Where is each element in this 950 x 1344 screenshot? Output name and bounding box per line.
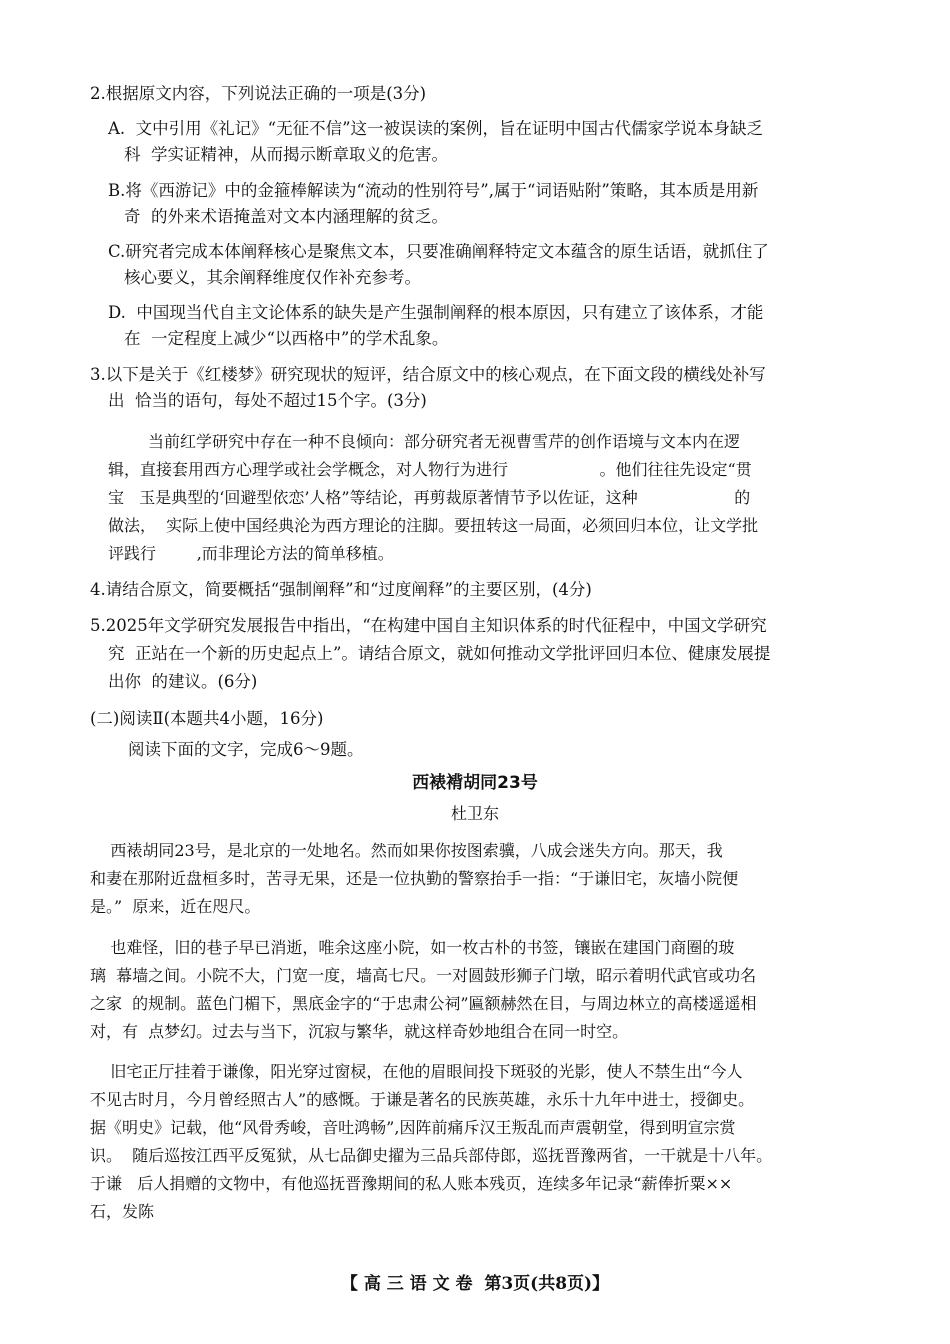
section2-heading: (二)阅读Ⅱ(本题共4小题，16分) [90,709,324,728]
article-p3-line6: 石，发陈 [90,1202,155,1221]
article-p1-line2: 和妻在那附近盘桓多时，苦寻无果，还是一位执勤的警察抬手一指：“于谦旧宅，灰墙小院便 [90,869,739,888]
q2-option-c-line1: C.研究者完成本体阐释核心是聚焦文本，只要准确阐释特定文本蕴含的原生话语，就抓住了 [108,242,769,261]
q3-passage-line4: 做法， 实际上使中国经典沦为西方理论的注脚。要扭转这一局面，必须回归本位，让文学批 [108,516,759,535]
article-p1-line3: 是。” 原来，近在咫尺。 [90,897,261,916]
q3-stem-line2: 出 恰当的语句，每处不超过15个字。(3分) [108,391,427,410]
q5-stem-line3: 出你 的建议。(6分) [108,672,258,691]
q3-passage-line3: 宝 玉是典型的‘回避型依恋’人格”等结论，再剪裁原著情节予以佐证，这种 的 [108,488,751,507]
q3-passage-line1: 当前红学研究中存在一种不良倾向：部分研究者无视曹雪芹的创作语境与文本内在逻 [148,432,741,451]
q5-stem-line2: 究 正站在一个新的历史起点上”。请结合原文，就如何推动文学批评回归本位、健康发展提 [108,644,771,663]
article-p1-line1: 西裱胡同23号，是北京的一处地名。然而如果你按图索骥，八成会迷失方向。那天，我 [90,841,723,860]
q5-stem-line1: 5.2025年文学研究发展报告中指出，“在构建中国自主知识体系的时代征程中，中国文学研究 [90,616,767,635]
q2-option-d-line2: 在 一定程度上减少“以西格中”的学术乱象。 [124,329,449,348]
q2-option-a-line2: 科 学实证精神，从而揭示断章取义的危害。 [124,145,448,164]
article-p2-line2: 璃 幕墙之间。小院不大，门宽一度，墙高七尺。一对圆鼓形狮子门墩，昭示着明代武官或功名 [90,966,757,985]
article-p3-line1: 旧宅正厅挂着于谦像，阳光穿过窗棂，在他的眉眼间投下斑驳的光影，使人不禁生出“今人 [90,1062,743,1081]
article-p3-line3: 据《明史》记载，他“风骨秀峻，音吐鸿畅”,因阵前痛斥汉王叛乱而声震朝堂，得到明宣宗赏 [90,1118,736,1137]
q3-stem-line1: 3.以下是关于《红楼梦》研究现状的短评，结合原文中的核心观点，在下面文段的横线处补写 [90,365,766,384]
q3-passage-line2: 辑，直接套用西方心理学或社会学概念，对人物行为进行 。他们往往先设定“贯 [108,460,752,479]
article-p2-line3: 之家 的规制。蓝色门楣下，黑底金字的“于忠肃公祠”匾额赫然在目，与周边林立的高楼遥遥相 [90,994,757,1013]
article-p3-line5: 于谦 后人捐赠的文物中，有他巡抚晋豫期间的私人账本残页，连续多年记录“薪俸折粟×× [90,1174,733,1193]
q2-option-a-line1: A. 文中引用《礼记》“无征不信”这一被误读的案例，旨在证明中国古代儒家学说本身缺乏 [108,119,764,138]
q4-stem: 4.请结合原文，简要概括“强制阐释”和“过度阐释”的主要区别，(4分) [90,580,592,599]
q3-passage-line5: 评践行 ,而非理论方法的简单移植。 [108,544,394,563]
q2-stem: 2.根据原文内容，下列说法正确的一项是(3分) [90,84,427,103]
article-p2-line1: 也难怪，旧的巷子早已消逝，唯余这座小院，如一枚古朴的书签，镶嵌在建国门商圈的玻 [90,938,735,957]
article-title: 西裱褙胡同23号 [412,773,538,793]
q2-option-b-line2: 奇 的外来术语掩盖对文本内涵理解的贫乏。 [124,207,448,226]
article-p2-line4: 对，有 点梦幻。过去与当下，沉寂与繁华，就这样奇妙地组合在同一时空。 [90,1022,629,1041]
q2-option-c-line2: 核心要义，其余阐释维度仅作补充参考。 [124,268,421,287]
article-p3-line4: 识。 随后巡按江西平反冤狱，从七品御史擢为三品兵部侍郎，巡抚晋豫两省，一干就是十八年。 [90,1146,773,1165]
article-author: 杜卫东 [450,804,499,823]
page-footer: 【 高 三 语 文 卷 第3页(共8页)】 [340,1274,610,1294]
section2-instruction: 阅读下面的文字，完成6～9题。 [128,740,364,759]
q2-option-d-line1: D. 中国现当代自主文论体系的缺失是产生强制阐释的根本原因，只有建立了该体系，才能 [108,303,764,322]
q2-option-b-line1: B.将《西游记》中的金箍棒解读为“流动的性别符号”,属于“词语贴附”策略，其本质是用新 [108,181,759,200]
article-p3-line2: 不见古时月，今月曾经照古人”的感慨。于谦是著名的民族英雄，永乐十九年中进士，授御史。 [90,1090,755,1109]
